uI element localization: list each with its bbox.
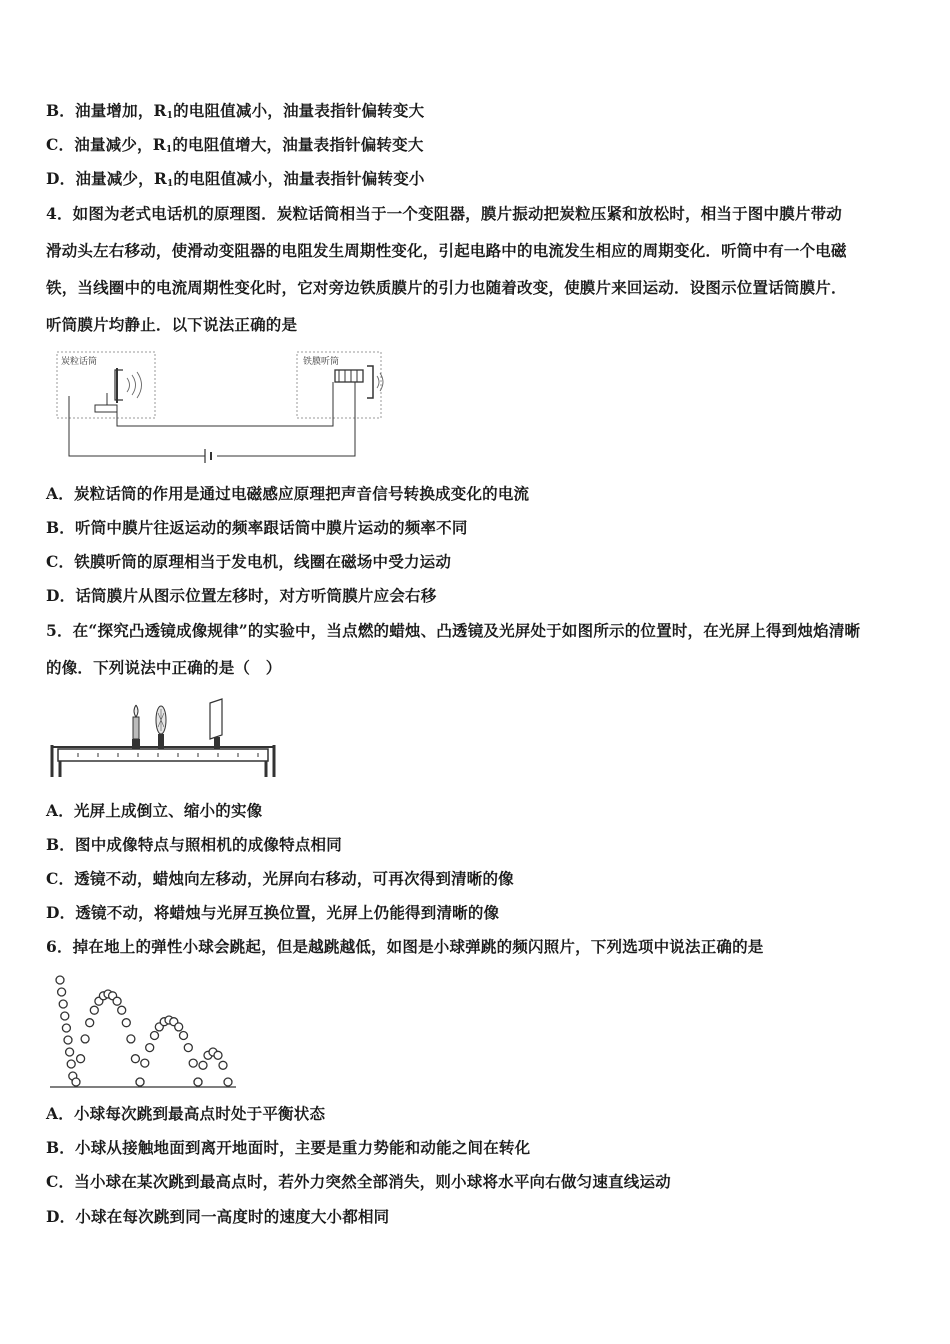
ball-icon — [72, 1078, 80, 1086]
q4-option-d: D．话筒膜片从图示位置左移时，对方听筒膜片应会右移 — [46, 586, 437, 605]
q5-stem-line-2: 的像．下列说法中正确的是（ ） — [46, 658, 282, 677]
q4-option-a: A．炭粒话筒的作用是通过电磁感应原理把声音信号转换成变化的电流 — [46, 484, 530, 503]
ball-icon — [62, 1024, 70, 1032]
ball-icon — [199, 1061, 207, 1069]
ball-icon — [180, 1032, 188, 1040]
ball-icon — [67, 1060, 75, 1068]
ball-icon — [61, 1012, 69, 1020]
ball-icon — [189, 1059, 197, 1067]
microphone-label: 炭粒话筒 — [61, 357, 98, 367]
candle-flame-icon — [134, 705, 138, 717]
ball-icon — [127, 1035, 135, 1043]
carbon-resistor — [95, 405, 117, 412]
candle — [133, 717, 139, 739]
ball-icon — [194, 1078, 202, 1086]
q3-option-b: B．油量增加，$R_1$的电阻值减小，油量表指针偏转变大 — [46, 101, 425, 121]
q4-stem-line-1: 4．如图为老式电话机的原理图．炭粒话筒相当于一个变阻器，膜片振动把炭粒压紧和放松时，相当于图中膜片带动 — [46, 204, 842, 223]
q5-option-a: A．光屏上成倒立、缩小的实像 — [46, 801, 263, 820]
ball-icon — [175, 1023, 183, 1031]
q6-option-a: A．小球每次跳到最高点时处于平衡状态 — [46, 1104, 326, 1123]
ball-icon — [146, 1044, 154, 1052]
wire-right — [217, 382, 355, 456]
q5-option-c: C．透镜不动，蜡烛向左移动，光屏向右移动，可再次得到清晰的像 — [46, 869, 514, 888]
q3-option-d: D．油量减少，$R_1$的电阻值减小，油量表指针偏转变小 — [46, 169, 425, 189]
q4-option-c: C．铁膜听筒的原理相当于发电机，线圈在磁场中受力运动 — [46, 552, 452, 571]
q3-option-c: C．油量减少，$R_1$的电阻值增大，油量表指针偏转变大 — [46, 135, 424, 155]
earpiece-label: 铁膜听筒 — [303, 357, 340, 367]
telephone-circuit-diagram — [55, 348, 385, 463]
optical-bench-diagram — [48, 695, 278, 785]
ball-icon — [141, 1059, 149, 1067]
ball-icon — [66, 1048, 74, 1056]
ball-icon — [184, 1044, 192, 1052]
ball-icon — [131, 1055, 139, 1063]
q6-option-d: D．小球在每次跳到同一高度时的速度大小都相同 — [46, 1207, 390, 1226]
q5-stem-line-1: 5．在“探究凸透镜成像规律”的实验中，当点燃的蜡烛、凸透镜及光屏处于如图所示的位置时，在光屏上得到烛焰清晰 — [46, 621, 861, 640]
ball-icon — [136, 1078, 144, 1086]
ball-icon — [219, 1061, 227, 1069]
light-screen — [210, 699, 222, 739]
bouncing-ball-diagram — [48, 972, 238, 1092]
ball-icon — [56, 976, 64, 984]
sound-wave-icon — [377, 373, 383, 391]
ball-icon — [113, 997, 121, 1005]
ball-icon — [81, 1035, 89, 1043]
q4-option-b: B．听筒中膜片往返运动的频率跟话筒中膜片运动的频率不同 — [46, 518, 468, 537]
q5-option-d: D．透镜不动，将蜡烛与光屏互换位置，光屏上仍能得到清晰的像 — [46, 903, 500, 922]
q6-option-b: B．小球从接触地面到离开地面时，主要是重力势能和动能之间在转化 — [46, 1138, 531, 1157]
ball-icon — [90, 1006, 98, 1014]
ball-icon — [58, 988, 66, 996]
ball-icon — [77, 1055, 85, 1063]
ball-icon — [64, 1036, 72, 1044]
ball-icon — [59, 1000, 67, 1008]
ball-icon — [224, 1078, 232, 1086]
q4-stem-line-3: 铁，当线圈中的电流周期性变化时，它对旁边铁质膜片的引力也随着改变，使膜片来回运动．设图示位置话筒膜片． — [46, 278, 847, 297]
q6-stem-line-1: 6．掉在地上的弹性小球会跳起，但是越跳越低，如图是小球弹跳的频闪照片，下列选项中说法正确的是 — [46, 937, 764, 956]
bench-scale — [58, 749, 268, 761]
q4-stem-line-4: 听筒膜片均静止．以下说法正确的是 — [46, 315, 298, 334]
ball-icon — [86, 1019, 94, 1027]
ball-icon — [151, 1032, 159, 1040]
sound-wave-icon — [127, 372, 142, 398]
iron-diaphragm — [367, 366, 373, 398]
q6-option-c: C．当小球在某次跳到最高点时，若外力突然全部消失，则小球将水平向右做匀速直线运动 — [46, 1172, 671, 1191]
q5-option-b: B．图中成像特点与照相机的成像特点相同 — [46, 835, 342, 854]
coil-windings — [339, 370, 357, 382]
ball-icon — [118, 1006, 126, 1014]
ball-icon — [122, 1019, 130, 1027]
ball-icon — [214, 1051, 222, 1059]
q4-stem-line-2: 滑动头左右移动，使滑动变阻器的电阻发生周期性变化，引起电路中的电流发生相应的周期变化．听筒中有一个电磁 — [46, 241, 847, 260]
wire-middle — [117, 382, 333, 426]
